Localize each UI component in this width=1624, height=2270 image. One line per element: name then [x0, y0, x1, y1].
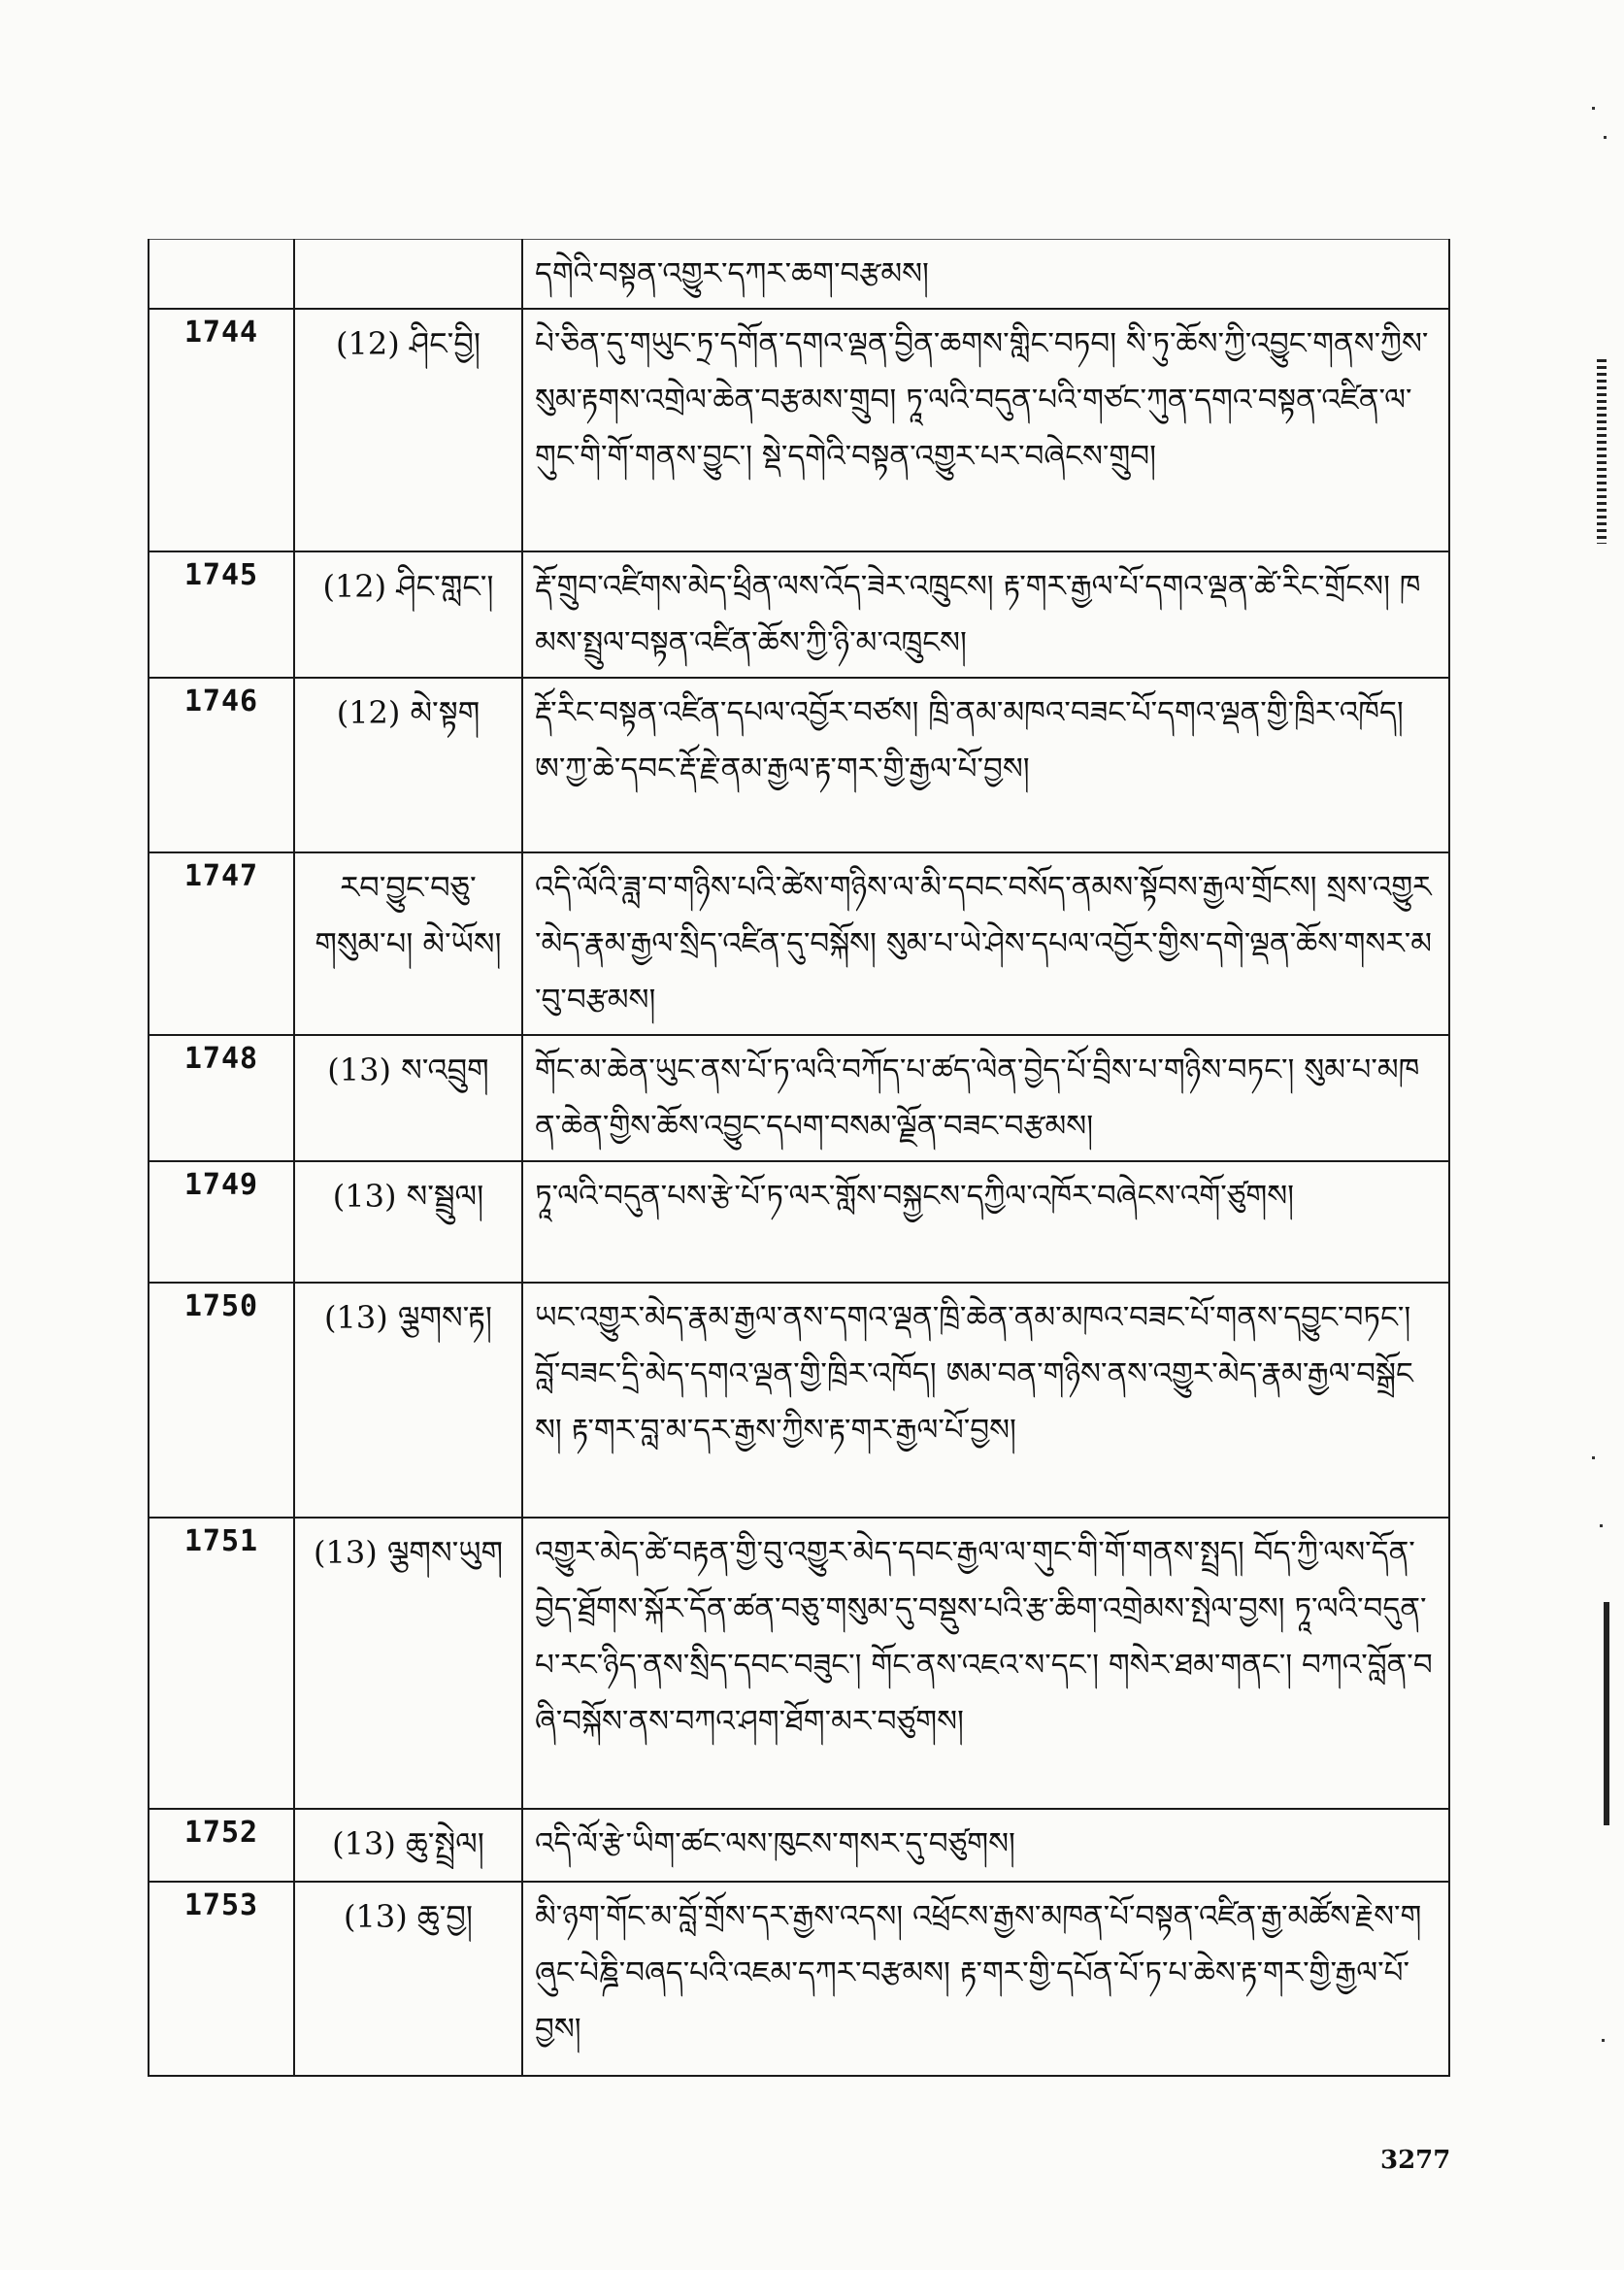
cycle-cell [294, 240, 522, 310]
table-row [149, 1809, 1449, 1882]
table-row [149, 1518, 1449, 1809]
scan-margin-mark [1604, 1602, 1609, 1825]
cycle-cell: (13) ཆུ་སྤྲེལ། [294, 1809, 522, 1882]
year-cell [149, 240, 294, 310]
event-cell: མི་ཉག་གོང་མ་བློ་གྲོས་དར་རྒྱས་འདས། འཕྲོངས་རྒྱས་མཁན་པོ་བསྟན་འཛིན་རྒྱ་མཚོས་རྗེས་གཞུང་པེཎྜི་བཞད་པའི་འཇམ་དཀར་བརྩམས། རྟ་གར་གྱི་དཔོན་པོ་ཏ་པ་ཆེས་རྟ་གར་གྱི་རྒྱལ་པོ་བྱས། [522, 1882, 1449, 2076]
table-row [149, 852, 1449, 1035]
year-cell: 1745 [149, 551, 294, 678]
year-cell: 1751 [149, 1518, 294, 1809]
table-row [149, 678, 1449, 852]
scan-dot [1600, 1524, 1603, 1527]
page-number: 3277 [1380, 2146, 1451, 2175]
chronology-table [148, 239, 1450, 2077]
event-cell: པེ་ཅིན་དུ་གཡུང་ཏྲ་དགོན་དགའ་ལྡན་བྱིན་ཆགས་གླིང་བཏབ། སི་ཏུ་ཆོས་ཀྱི་འབྱུང་གནས་ཀྱིས་སུམ་རྟགས་འགྲེལ་ཆེན་བརྩམས་གྲུབ། ཏཱ་ལའི་བདུན་པའི་གཙང་ཀུན་དགའ་བསྟན་འཛིན་ལ་གུང་གི་གོ་གནས་བྱུང་། སྡེ་དགེའི་བསྟན་འགྱུར་པར་བཞེངས་གྲུབ། [522, 309, 1449, 551]
event-cell: ཡང་འགྱུར་མེད་རྣམ་རྒྱལ་ནས་དགའ་ལྡན་ཁྲི་ཆེན་ནམ་མཁའ་བཟང་པོ་གནས་དབྱུང་བཏང་། བློ་བཟང་དྲི་མེད་དགའ་ལྡན་གྱི་ཁྲིར་འཁོད། ཨམ་བན་གཉིས་ནས་འགྱུར་མེད་རྣམ་རྒྱལ་བསྒྲོངས། རྟ་གར་བླ་མ་དར་རྒྱས་ཀྱིས་རྟ་གར་རྒྱལ་པོ་བྱས། [522, 1283, 1449, 1518]
scan-dot [1604, 136, 1607, 139]
table-row [149, 1161, 1449, 1283]
table-row [149, 309, 1449, 551]
table-row [149, 1283, 1449, 1518]
year-cell: 1752 [149, 1809, 294, 1882]
cycle-cell: (13) ལྕགས་རྟ། [294, 1283, 522, 1518]
table-row [149, 1035, 1449, 1161]
cycle-cell: (13) ས་སྦྲུལ། [294, 1161, 522, 1283]
year-cell: 1748 [149, 1035, 294, 1161]
scan-dot [1592, 107, 1595, 110]
event-cell: གོང་མ་ཆེན་ཡུང་ནས་པོ་ཏ་ལའི་བཀོད་པ་ཚད་ལེན་བྱེད་པོ་བྲིས་པ་གཉིས་བཏང་། སུམ་པ་མཁན་ཆེན་གྱིས་ཆོས་འབྱུང་དཔག་བསམ་ལྗོན་བཟང་བརྩམས། [522, 1035, 1449, 1161]
cycle-cell: (12) ཤིང་གླང་། [294, 551, 522, 678]
event-cell: འདི་ལོའི་ཟླ་བ་གཉིས་པའི་ཚེས་གཉིས་ལ་མི་དབང་བསོད་ནམས་སྟོབས་རྒྱལ་གྲོངས། སྲས་འགྱུར་མེད་རྣམ་རྒྱལ་སྲིད་འཛིན་དུ་བསྐོས། སུམ་པ་ཡེ་ཤེས་དཔལ་འབྱོར་གྱིས་དགེ་ལྡན་ཆོས་གསར་མ་བུ་བརྩམས། [522, 852, 1449, 1035]
table-row [149, 551, 1449, 678]
cycle-cell: (12) མེ་སྟག [294, 678, 522, 852]
year-cell: 1744 [149, 309, 294, 551]
cycle-cell: (13) ཆུ་བྱ། [294, 1882, 522, 2076]
event-cell: འགྱུར་མེད་ཚེ་བརྟན་གྱི་བུ་འགྱུར་མེད་དབང་རྒྱལ་ལ་གུང་གི་གོ་གནས་སྤྲད། བོད་ཀྱི་ལས་དོན་བྱེད་ཐྲོགས་སྐོར་དོན་ཚན་བཅུ་གསུམ་དུ་བསྡུས་པའི་རྩ་ཆིག་འགྲེམས་སྤེལ་བྱས། ཏཱ་ལའི་བདུན་པ་རང་ཉིད་ནས་སྲིད་དབང་བཟུང་། གོང་ནས་འཇའ་ས་དང་། གསེར་ཐམ་གནང་། བཀའ་བློན་བཞི་བསྐོས་ནས་བཀའ་ཤག་ཐོག་མར་བཙུགས། [522, 1518, 1449, 1809]
event-cell: དགེའི་བསྟན་འགྱུར་དཀར་ཆག་བརྩམས། [522, 240, 1449, 310]
event-cell: རྡོ་རིང་བསྟན་འཛིན་དཔལ་འབྱོར་བཙས། ཁྲི་ནམ་མཁའ་བཟང་པོ་དགའ་ལྡན་གྱི་ཁྲིར་འཁོད། ཨ་ཀྱ་ཆེ་དབང་རྡོ་རྗེ་ནམ་རྒྱལ་རྟ་གར་གྱི་རྒྱལ་པོ་བྱས། [522, 678, 1449, 852]
cycle-cell: (13) ས་འབྲུག [294, 1035, 522, 1161]
year-cell: 1747 [149, 852, 294, 1035]
table-row [149, 240, 1449, 310]
cycle-cell: (12) ཤིང་བྱི། [294, 309, 522, 551]
year-cell: 1746 [149, 678, 294, 852]
event-cell: ཏཱ་ལའི་བདུན་པས་རྩེ་པོ་ཏ་ལར་གློས་བསྐྱངས་དཀྱིལ་འཁོར་བཞེངས་འགོ་ཙུགས། [522, 1161, 1449, 1283]
scan-margin-mark [1597, 359, 1607, 544]
event-cell: འདི་ལོ་རྩེ་ཡིག་ཚང་ལས་ཁུངས་གསར་དུ་བཙུགས། [522, 1809, 1449, 1882]
year-cell: 1753 [149, 1882, 294, 2076]
year-cell: 1749 [149, 1161, 294, 1283]
year-cell: 1750 [149, 1283, 294, 1518]
cycle-cell: རབ་བྱུང་བཅུ་གསུམ་པ། མེ་ཡོས། [294, 852, 522, 1035]
scan-dot [1592, 1456, 1595, 1459]
scan-dot [1602, 2039, 1605, 2042]
table-row [149, 1882, 1449, 2076]
cycle-cell: (13) ལྕགས་ཡུག [294, 1518, 522, 1809]
event-cell: རྡོ་གྲུབ་འཛིགས་མེད་ཕྲིན་ལས་འོད་ཟེར་འཁྲུངས། རྟ་གར་རྒྱལ་པོ་དགའ་ལྡན་ཚེ་རིང་གྲོངས། ཁམས་སྤྲུལ་བསྟན་འཛིན་ཆོས་ཀྱི་ཉི་མ་འཁྲུངས། [522, 551, 1449, 678]
